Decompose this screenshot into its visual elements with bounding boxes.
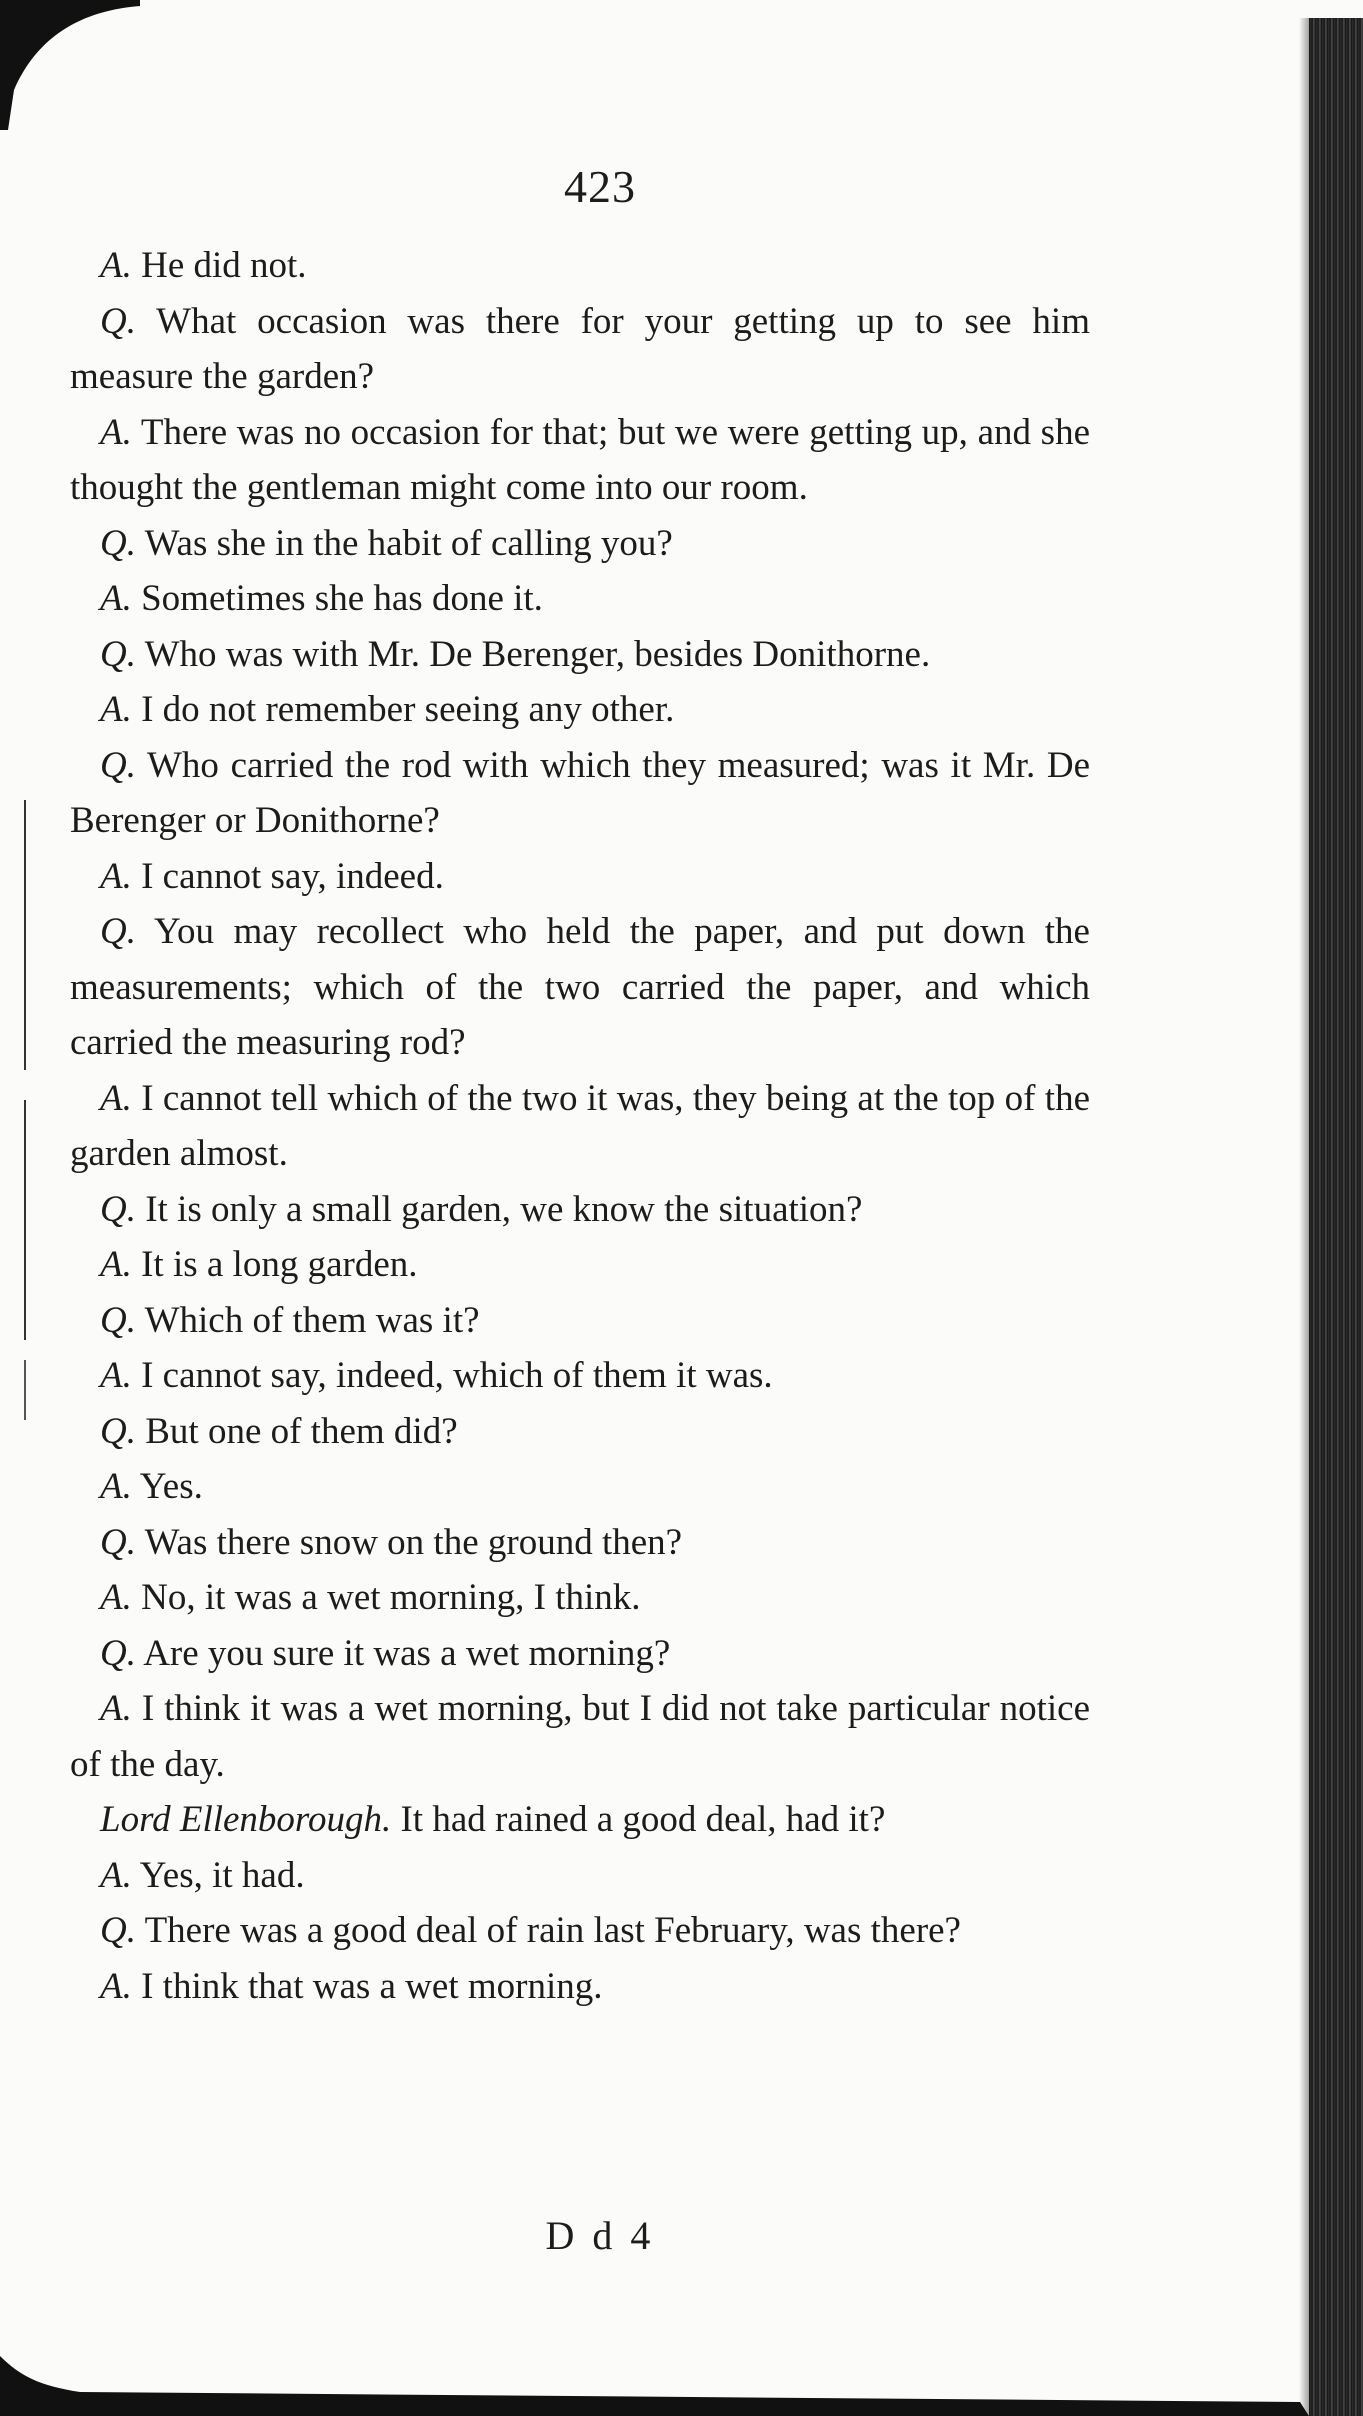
transcript-paragraph (70, 1570, 1090, 1626)
paragraph-text: There was a good deal of rain last February, was there? (144, 1910, 961, 1951)
speaker-label: Lord Ellenborough. (100, 1799, 392, 1840)
paragraph-text: But one of them did? (145, 1410, 458, 1452)
speaker-label: Q. (100, 300, 136, 342)
page-number: 423 (564, 161, 636, 212)
transcript-paragraph (70, 1626, 1090, 1682)
speaker-label: A. (100, 1355, 132, 1396)
speaker-label: A. (100, 1854, 132, 1896)
speaker-label: A. (100, 1244, 132, 1285)
paragraph-text: Are you sure it was a wet morning? (143, 1632, 671, 1674)
paragraph-text: No, it was a wet morning, I think. (141, 1577, 641, 1618)
paragraph-text: It is a long garden. (141, 1244, 418, 1285)
speaker-label: Q. (100, 1910, 136, 1951)
paragraph-text: Was she in the habit of calling you? (144, 522, 673, 564)
speaker-label: Q. (100, 744, 136, 786)
paragraph-text: I think it was a wet morning, but I did not take particular notice of the day. (70, 1688, 1090, 1785)
transcript-paragraph (70, 1348, 1090, 1404)
paragraph-text: There was no occasion for that; but we were getting up, and she thought the gentleman might come into our room. (70, 411, 1090, 508)
paragraph-text: I think that was a wet morning. (141, 1965, 603, 2007)
paragraph-text: Sometimes she has done it. (141, 578, 543, 619)
paragraph-text: Yes. (139, 1466, 203, 1507)
transcript-paragraph (70, 738, 1090, 849)
page-bottom-edge (0, 2356, 1363, 2416)
speaker-label: A. (100, 578, 132, 619)
paragraph-text: Who was with Mr. De Berenger, besides Donithorne. (144, 633, 931, 675)
speaker-label: A. (100, 855, 132, 897)
transcript-paragraph (70, 238, 1090, 294)
speaker-label: Q. (100, 1188, 136, 1230)
transcript-paragraph (70, 682, 1090, 738)
transcript-paragraph (70, 1903, 1090, 1959)
transcript-paragraph (70, 571, 1090, 627)
paragraph-text: I do not remember seeing any other. (141, 689, 675, 730)
speaker-label: Q. (100, 1632, 136, 1674)
transcript-paragraph (70, 1071, 1090, 1182)
paragraph-text: It had rained a good deal, had it? (400, 1799, 886, 1840)
speaker-label: A. (100, 245, 132, 286)
speaker-label: Q. (100, 522, 136, 564)
transcript-paragraph (70, 1459, 1090, 1515)
transcript-paragraph (70, 1404, 1090, 1460)
paragraph-text: I cannot say, indeed. (141, 855, 444, 897)
paragraph-text: He did not. (141, 245, 307, 286)
speaker-label: A. (100, 1077, 132, 1119)
transcript-paragraph (70, 1959, 1090, 2015)
transcript-paragraph (70, 1792, 1090, 1848)
paragraph-text: I cannot say, indeed, which of them it was. (141, 1355, 773, 1396)
margin-marks (22, 800, 28, 1420)
speaker-label: Q. (100, 1521, 136, 1563)
speaker-label: Q. (100, 633, 136, 675)
transcript-paragraph (70, 294, 1090, 405)
speaker-label: A. (100, 1688, 132, 1729)
transcript-paragraph (70, 1237, 1090, 1293)
speaker-label: Q. (100, 1299, 136, 1341)
signature-mark: D d 4 (545, 2213, 655, 2258)
transcript-paragraph (70, 1182, 1090, 1238)
speaker-label: Q. (100, 911, 136, 952)
transcript-paragraph (70, 904, 1090, 1071)
speaker-label: A. (100, 1466, 132, 1507)
binding-shadow (1299, 18, 1309, 2416)
page-corner-curl (0, 0, 140, 130)
transcript-paragraph (70, 1681, 1090, 1792)
transcript-paragraph (70, 1848, 1090, 1904)
paragraph-text: Was there snow on the ground then? (144, 1521, 683, 1563)
speaker-label: A. (100, 1577, 132, 1618)
transcript-paragraph (70, 516, 1090, 572)
paragraph-text: What occasion was there for your getting up to see him measure the garden? (70, 300, 1090, 397)
transcript-paragraph (70, 627, 1090, 683)
speaker-label: Q. (100, 1410, 136, 1452)
transcript-paragraph (70, 405, 1090, 516)
paragraph-text: You may recollect who held the paper, and put down the measurements; which of the two carried the paper, and which carried the measuring rod? (70, 911, 1090, 1063)
transcript-paragraph (70, 849, 1090, 905)
transcript-body (70, 238, 1090, 2014)
page-binding-edge (1309, 18, 1363, 2416)
speaker-label: A. (100, 689, 132, 730)
paragraph-text: Which of them was it? (144, 1299, 480, 1341)
speaker-label: A. (100, 411, 132, 453)
paragraph-text: Who carried the rod with which they measured; was it Mr. De Berenger or Donithorne? (70, 744, 1090, 841)
transcript-paragraph (70, 1293, 1090, 1349)
paragraph-text: Yes, it had. (139, 1854, 305, 1896)
speaker-label: A. (100, 1965, 132, 2007)
transcript-paragraph (70, 1515, 1090, 1571)
paragraph-text: I cannot tell which of the two it was, they being at the top of the garden almost. (70, 1077, 1091, 1174)
paragraph-text: It is only a small garden, we know the situation? (145, 1188, 863, 1230)
